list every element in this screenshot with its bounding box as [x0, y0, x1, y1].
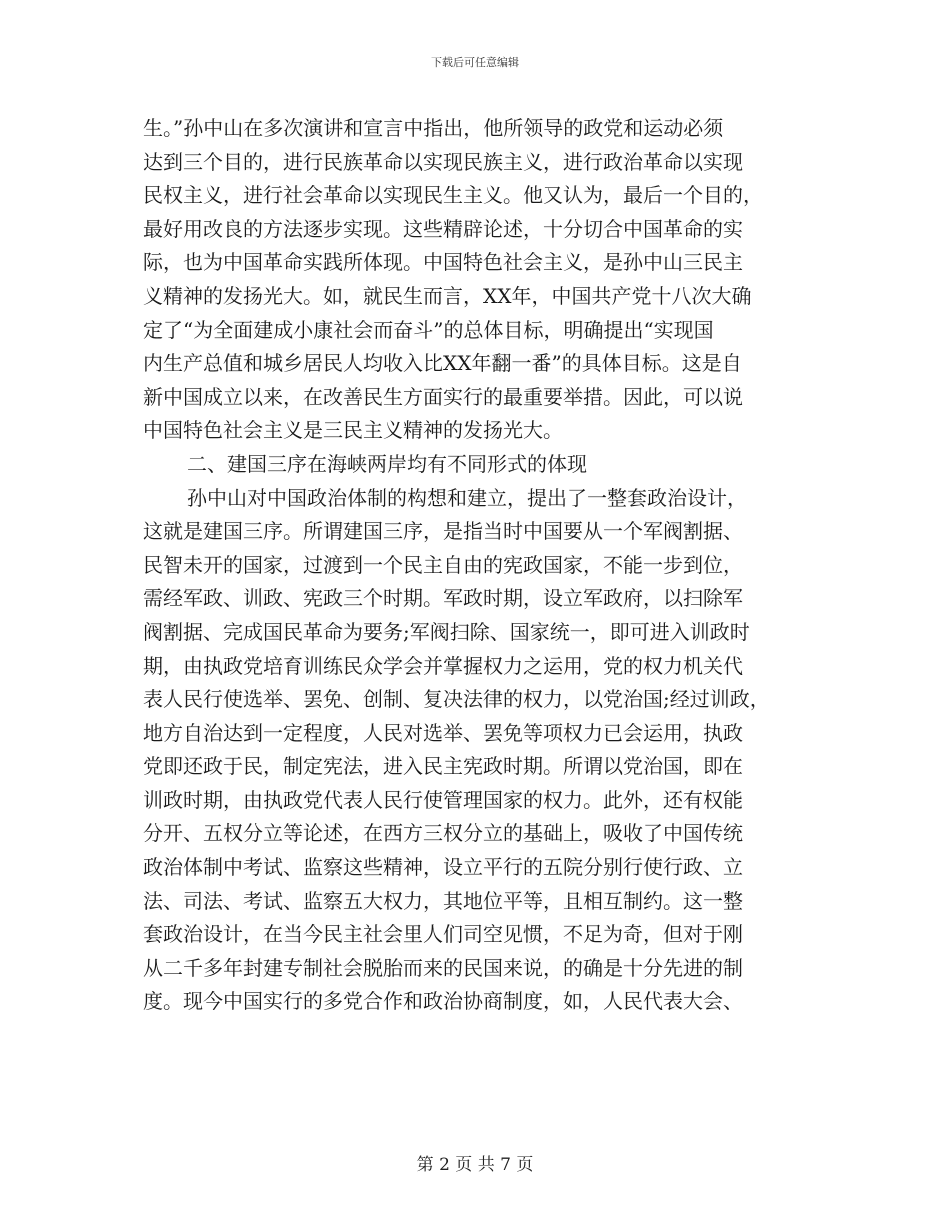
text-line: 生。”孙中山在多次演讲和宣言中指出，他所领导的政党和运动必须	[143, 116, 724, 140]
page-header: 下载后可任意编辑	[431, 56, 519, 69]
section-heading: 二、建国三序在海峡两岸均有不同形式的体现	[187, 451, 587, 476]
text-line: 党即还政于民，制定宪法，进入民主宪政时期。所谓以党治国，即在	[143, 754, 743, 779]
text-line: 训政时期，由执政党代表人民行使管理国家的权力。此外，还有权能	[143, 787, 743, 812]
text-line: 政治体制中考试、监察这些精神，设立平行的五院分别行使行政、立	[143, 855, 743, 880]
text-line: 需经军政、训政、宪政三个时期。军政时期，设立军政府，以扫除军	[143, 586, 743, 611]
paragraph-start-line: 孙中山对中国政治体制的构想和建立，提出了一整套政治设计，	[187, 485, 747, 510]
text-line: 民权主义，进行社会革命以实现民生主义。他又认为，最后一个目的，	[143, 183, 763, 208]
text-line: 最好用改良的方法逐步实现。这些精辟论述，十分切合中国革命的实	[143, 216, 743, 241]
text-line: 期，由执政党培育训练民众学会并掌握权力之运用，党的权力机关代	[143, 653, 743, 678]
text-line: 分开、五权分立等论述，在西方三权分立的基础上，吸收了中国传统	[143, 821, 743, 846]
text-line: 中国特色社会主义是三民主义精神的发扬光大。	[143, 418, 563, 443]
page-footer: 第 2 页 共 7 页	[416, 1155, 534, 1175]
text-line: 达到三个目的，进行民族革命以实现民族主义，进行政治革命以实现	[143, 149, 743, 174]
text-line: 义精神的发扬光大。如，就民生而言，XX年，中国共产党十八次大确	[143, 283, 752, 308]
text-line: 新中国成立以来，在改善民生方面实行的最重要举措。因此，可以说	[143, 384, 743, 409]
text-line: 从二千多年封建专制社会脱胎而来的民国来说，的确是十分先进的制	[143, 955, 743, 980]
text-line: 法、司法、考试、监察五大权力，其地位平等，且相互制约。这一整	[143, 888, 743, 913]
text-line: 阀割据、完成国民革命为要务;军阀扫除、国家统一，即可进入训政时	[143, 619, 750, 644]
text-line: 定了“为全面建成小康社会而奋斗”的总体目标，明确提出“实现国	[143, 317, 714, 342]
text-line: 内生产总值和城乡居民人均收入比XX年翻一番”的具体目标。这是自	[143, 351, 742, 376]
text-line: 际，也为中国革命实践所体现。中国特色社会主义，是孙中山三民主	[143, 250, 743, 275]
text-line: 地方自治达到一定程度，人民对选举、罢免等项权力已会运用，执政	[143, 720, 743, 745]
text-line: 套政治设计，在当今民主社会里人们司空见惯，不足为奇，但对于刚	[143, 922, 743, 947]
text-line: 表人民行使选举、罢免、创制、复决法律的权力，以党治国;经过训政，	[143, 687, 770, 712]
text-line: 民智未开的国家，过渡到一个民主自由的宪政国家，不能一步到位，	[143, 552, 743, 577]
text-line: 这就是建国三序。所谓建国三序，是指当时中国要从一个军阀割据、	[143, 519, 743, 544]
document-body	[143, 112, 813, 1019]
text-line: 度。现今中国实行的多党合作和政治协商制度，如，人民代表大会、	[143, 989, 743, 1014]
